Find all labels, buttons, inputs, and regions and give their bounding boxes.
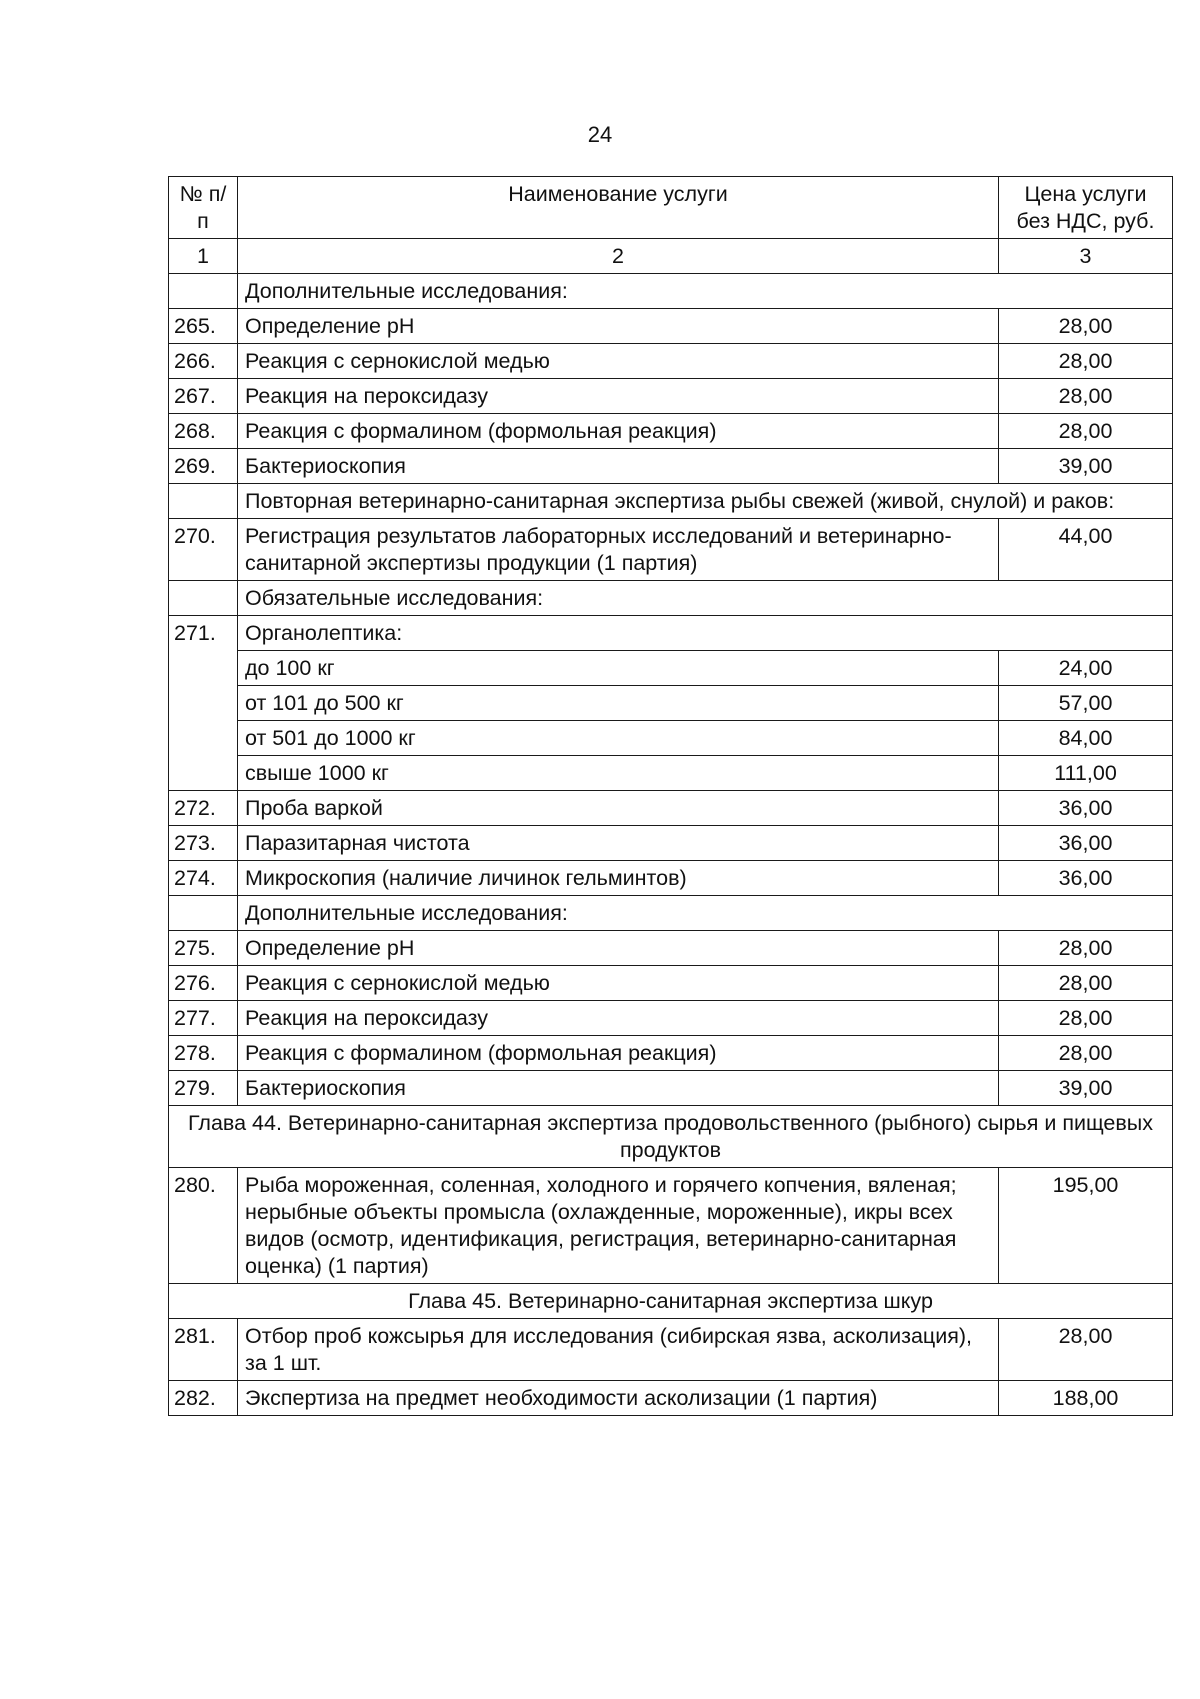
- row-price: 188,00: [999, 1381, 1173, 1416]
- section-title: Обязательные исследования:: [238, 581, 1173, 616]
- row-price: 28,00: [999, 344, 1173, 379]
- row-num: 281.: [169, 1319, 238, 1381]
- empty-num-cell: [169, 721, 238, 756]
- row-price: 28,00: [999, 1319, 1173, 1381]
- sub-row-name: от 501 до 1000 кг: [238, 721, 999, 756]
- section-title: Дополнительные исследования:: [238, 896, 1173, 931]
- row-name: Проба варкой: [238, 791, 999, 826]
- price-table: [168, 176, 1173, 1416]
- index-1: 1: [169, 239, 238, 274]
- table-row: [169, 1071, 1173, 1106]
- row-name: Реакция с формалином (формольная реакция): [238, 414, 999, 449]
- row-name: Органолептика:: [238, 616, 1173, 651]
- table-row: [169, 1381, 1173, 1416]
- index-2: 2: [238, 239, 999, 274]
- row-num: 272.: [169, 791, 238, 826]
- section-title: Дополнительные исследования:: [238, 274, 1173, 309]
- row-num: 282.: [169, 1381, 238, 1416]
- row-price: 44,00: [999, 519, 1173, 581]
- row-name: Микроскопия (наличие личинок гельминтов): [238, 861, 999, 896]
- row-price: 24,00: [999, 651, 1173, 686]
- empty-num-cell: [169, 274, 238, 309]
- sub-row: [169, 651, 1173, 686]
- sub-row: [169, 756, 1173, 791]
- section-row: [169, 484, 1173, 519]
- sub-row-name: от 101 до 500 кг: [238, 686, 999, 721]
- row-name: Реакция с сернокислой медью: [238, 344, 999, 379]
- row-name: Паразитарная чистота: [238, 826, 999, 861]
- table-row: [169, 1168, 1173, 1284]
- table-header-row: [169, 177, 1173, 239]
- table-row: [169, 449, 1173, 484]
- row-price: 39,00: [999, 1071, 1173, 1106]
- table-row: [169, 616, 1173, 651]
- table-row: [169, 1001, 1173, 1036]
- chapter-title: Глава 44. Ветеринарно-санитарная экспертиза продовольственного (рыбного) сырья и пищевых продуктов: [169, 1106, 1173, 1168]
- row-price: 28,00: [999, 414, 1173, 449]
- empty-num-cell: [169, 756, 238, 791]
- section-row: [169, 896, 1173, 931]
- row-name: Реакция с формалином (формольная реакция): [238, 1036, 999, 1071]
- table-row: [169, 966, 1173, 1001]
- row-num: 278.: [169, 1036, 238, 1071]
- row-name: Реакция с сернокислой медью: [238, 966, 999, 1001]
- row-price: 28,00: [999, 1001, 1173, 1036]
- row-price: 36,00: [999, 861, 1173, 896]
- row-num: 265.: [169, 309, 238, 344]
- header-num: № п/п: [169, 177, 238, 239]
- row-name: Бактериоскопия: [238, 1071, 999, 1106]
- row-num: 266.: [169, 344, 238, 379]
- table-row: [169, 379, 1173, 414]
- index-3: 3: [999, 239, 1173, 274]
- row-name: Рыба мороженная, соленная, холодного и горячего копчения, вяленая; нерыбные объекты промысла (охлажденные, мороженные), икры всех видов (осмотр, идентификация, регистрация, ветеринарно-санитарная оценка) (1 партия): [238, 1168, 999, 1284]
- empty-num-cell: [169, 581, 238, 616]
- row-name: Отбор проб кожсырья для исследования (сибирская язва, асколизация), за 1 шт.: [238, 1319, 999, 1381]
- row-price: 36,00: [999, 791, 1173, 826]
- row-price: 84,00: [999, 721, 1173, 756]
- row-price: 195,00: [999, 1168, 1173, 1284]
- header-price: Цена услуги без НДС, руб.: [999, 177, 1173, 239]
- table-row: [169, 344, 1173, 379]
- row-num: 268.: [169, 414, 238, 449]
- empty-num-cell: [169, 484, 238, 519]
- section-title: Повторная ветеринарно-санитарная экспертиза рыбы свежей (живой, снулой) и раков:: [238, 484, 1173, 519]
- row-num: 275.: [169, 931, 238, 966]
- row-price: 39,00: [999, 449, 1173, 484]
- row-name: Экспертиза на предмет необходимости асколизации (1 партия): [238, 1381, 999, 1416]
- sub-row: [169, 686, 1173, 721]
- row-name: Определение рН: [238, 931, 999, 966]
- row-num: 279.: [169, 1071, 238, 1106]
- row-price: 36,00: [999, 826, 1173, 861]
- chapter-row: [169, 1284, 1173, 1319]
- table-row: [169, 861, 1173, 896]
- row-name: Определение рН: [238, 309, 999, 344]
- row-price: 28,00: [999, 379, 1173, 414]
- chapter-row: [169, 1106, 1173, 1168]
- sub-row-name: до 100 кг: [238, 651, 999, 686]
- row-name: Регистрация результатов лабораторных исследований и ветеринарно-санитарной экспертизы продукции (1 партия): [238, 519, 999, 581]
- table-row: [169, 414, 1173, 449]
- row-name: Реакция на пероксидазу: [238, 1001, 999, 1036]
- table-row: [169, 826, 1173, 861]
- section-row: [169, 581, 1173, 616]
- row-num: 269.: [169, 449, 238, 484]
- table-row: [169, 1036, 1173, 1071]
- row-num: 267.: [169, 379, 238, 414]
- table-row: [169, 1319, 1173, 1381]
- empty-num-cell: [169, 651, 238, 686]
- sub-row-name: свыше 1000 кг: [238, 756, 999, 791]
- row-price: 57,00: [999, 686, 1173, 721]
- row-price: 28,00: [999, 966, 1173, 1001]
- row-price: 28,00: [999, 309, 1173, 344]
- header-name: Наименование услуги: [238, 177, 999, 239]
- row-num: 274.: [169, 861, 238, 896]
- row-name: Реакция на пероксидазу: [238, 379, 999, 414]
- row-num: 270.: [169, 519, 238, 581]
- empty-num-cell: [169, 686, 238, 721]
- chapter-title: Глава 45. Ветеринарно-санитарная экспертиза шкур: [169, 1284, 1173, 1319]
- table-row: [169, 519, 1173, 581]
- row-name: Бактериоскопия: [238, 449, 999, 484]
- row-price: 111,00: [999, 756, 1173, 791]
- table-row: [169, 309, 1173, 344]
- column-index-row: [169, 239, 1173, 274]
- table-row: [169, 791, 1173, 826]
- table-row: [169, 931, 1173, 966]
- section-row: [169, 274, 1173, 309]
- row-price: 28,00: [999, 1036, 1173, 1071]
- empty-num-cell: [169, 896, 238, 931]
- row-num: 271.: [169, 616, 238, 651]
- row-num: 277.: [169, 1001, 238, 1036]
- row-num: 273.: [169, 826, 238, 861]
- page-number: 24: [587, 122, 613, 147]
- row-num: 280.: [169, 1168, 238, 1284]
- row-price: 28,00: [999, 931, 1173, 966]
- sub-row: [169, 721, 1173, 756]
- row-num: 276.: [169, 966, 238, 1001]
